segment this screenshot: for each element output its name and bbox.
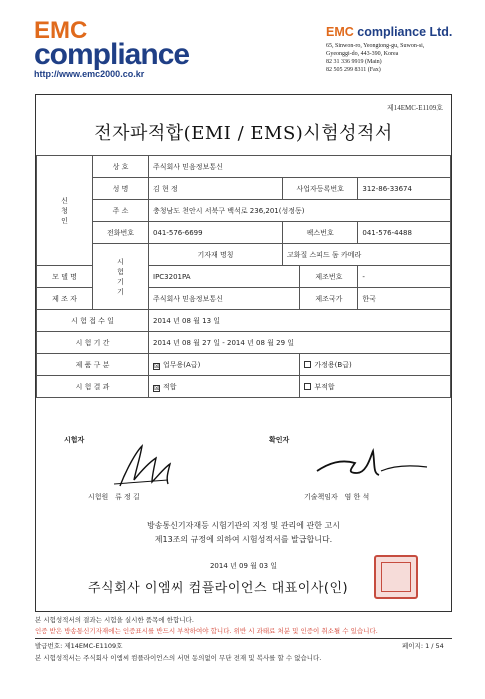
table-row xyxy=(37,244,451,266)
test-result-pass xyxy=(149,376,300,398)
approver-role: 기술책임자 xyxy=(304,493,338,501)
serial-value: - xyxy=(358,266,451,288)
address-line: 65, Sinwon-ro, Yeongtong-gu, Suwon-si, xyxy=(326,43,425,49)
country-value: 한국 xyxy=(358,288,451,310)
tester-label: 시험자 xyxy=(64,436,85,444)
address-line: Gyeonggi-do, 443-390, Korea xyxy=(326,51,399,57)
fax-value: 041-576-4488 xyxy=(358,222,451,244)
ceo-line: 주식회사 이엠씨 컴플라이언스 대표이사(인) xyxy=(88,581,349,596)
class-a-label: 업무용(A급) xyxy=(163,360,201,369)
approver-person: 염 한 석 xyxy=(344,493,370,501)
phone-line: 82 31 336 9919 (Main) xyxy=(326,59,382,65)
company-name xyxy=(326,25,452,39)
approver-signature xyxy=(311,445,431,485)
maker-label: 제 조 자 xyxy=(37,288,93,310)
document-title: 전자파적합(EMI / EMS)시험성적서 xyxy=(94,123,393,144)
country-label: 제조국가 xyxy=(300,288,358,310)
test-result-label: 시 험 결 과 xyxy=(37,376,149,398)
business-number-value: 312-86-33674 xyxy=(358,178,451,200)
fax-line: 82 505 299 8311 (Fax) xyxy=(326,67,381,73)
info-table xyxy=(36,155,451,398)
representative-value: 김 현 정 xyxy=(149,178,283,200)
applicant-category-label: 신 청 인 xyxy=(61,196,68,225)
checkbox-unchecked xyxy=(304,361,311,368)
business-number-label: 사업자등록번호 xyxy=(283,178,358,200)
product-class-option-b xyxy=(300,354,451,376)
company-name-rest: compliance Ltd. xyxy=(353,25,453,39)
footer-warning: 인증 받은 방송통신기자재에는 인증표시를 반드시 부착하여야 합니다. 위반 시 과태료 처분 및 인증이 취소될 수 있습니다. xyxy=(35,627,378,635)
equipment-category xyxy=(93,244,149,310)
logo-url: http://www.emc2000.co.kr xyxy=(34,69,145,79)
model-value: IPC3201PA xyxy=(149,266,300,288)
table-row xyxy=(37,222,451,244)
serial-label: 제조번호 xyxy=(300,266,358,288)
equipment-name-label: 기자재 명칭 xyxy=(149,244,283,266)
logo-emc-text: EMC xyxy=(34,17,88,44)
equipment-category-label: 시 험 기 기 xyxy=(117,257,124,296)
company-address xyxy=(326,42,452,74)
table-row xyxy=(37,354,451,376)
tester-person: 류 정 길 xyxy=(114,493,140,501)
checkbox-unchecked xyxy=(304,383,311,390)
class-b-label: 가정용(B급) xyxy=(314,360,352,369)
company-logo xyxy=(34,17,190,79)
copyright-notice: 본 시험성적서는 주식회사 이엠씨 컴플라이언스의 서면 동의없이 무단 전재 및 복사를 할 수 없습니다. xyxy=(35,654,322,662)
product-class-label: 제 품 구 분 xyxy=(37,354,149,376)
test-period-label: 시 험 기 간 xyxy=(37,332,149,354)
pass-label: 적합 xyxy=(163,382,177,391)
table-row xyxy=(37,310,451,332)
table-row xyxy=(37,178,451,200)
model-label: 모 델 명 xyxy=(37,266,93,288)
received-date-label: 시 험 접 수 일 xyxy=(37,310,149,332)
address-value: 충청남도 천안시 서북구 백석로 236,201(성정동) xyxy=(149,200,451,222)
company-name-emc: EMC xyxy=(326,25,354,39)
tester-signature xyxy=(106,440,186,492)
company-seal xyxy=(374,555,418,599)
logo-compliance-text: compliance xyxy=(34,38,190,71)
product-class-option-a xyxy=(149,354,300,376)
fax-label: 팩스번호 xyxy=(283,222,358,244)
footer-note-1: 본 시험성적서의 결과는 시험을 실시한 품목에 한합니다. xyxy=(35,616,194,624)
table-row xyxy=(37,332,451,354)
table-row xyxy=(37,200,451,222)
table-row xyxy=(37,156,451,178)
footer-divider xyxy=(35,638,452,639)
issue-statement xyxy=(36,519,451,547)
issue-number: 발급번호: 제14EMC-E1109호 xyxy=(35,642,123,650)
statement-line-2: 제13조의 규정에 의하여 시험성적서를 발급합니다. xyxy=(154,535,333,544)
equipment-name-value: 고화질 스피드 돔 카메라 xyxy=(283,244,451,266)
phone-label: 전화번호 xyxy=(93,222,149,244)
representative-label: 성 명 xyxy=(93,178,149,200)
phone-value: 041-576-6699 xyxy=(149,222,283,244)
certificate-frame xyxy=(35,94,452,612)
approver-label: 확인자 xyxy=(269,436,290,444)
page-number: 페이지: 1 / 54 xyxy=(402,642,444,650)
address-label: 주 소 xyxy=(93,200,149,222)
company-contact-block xyxy=(326,25,452,74)
maker-value: 주식회사 믿음정보통신 xyxy=(149,288,300,310)
applicant-name-value: 주식회사 믿음정보통신 xyxy=(149,156,451,178)
test-result-fail xyxy=(300,376,451,398)
document-number: 제14EMC-E1109호 xyxy=(386,104,443,112)
tester-role: 시험원 xyxy=(88,493,109,501)
checkbox-checked: ☒ xyxy=(154,384,160,392)
applicant-category xyxy=(37,156,93,266)
statement-line-1: 방송통신기자재등 시험기관의 지정 및 관리에 관한 고시 xyxy=(147,521,340,530)
table-row xyxy=(37,376,451,398)
tester-name xyxy=(88,492,140,502)
approver-name xyxy=(304,492,369,502)
applicant-name-label: 상 호 xyxy=(93,156,149,178)
received-date-value: 2014 년 08 월 13 일 xyxy=(149,310,451,332)
test-period-value: 2014 년 08 월 27 일 - 2014 년 08 월 29 일 xyxy=(149,332,451,354)
checkbox-checked: ☒ xyxy=(154,362,160,370)
fail-label: 부적합 xyxy=(314,382,335,391)
issue-date: 2014 년 09 월 03 일 xyxy=(209,562,278,570)
